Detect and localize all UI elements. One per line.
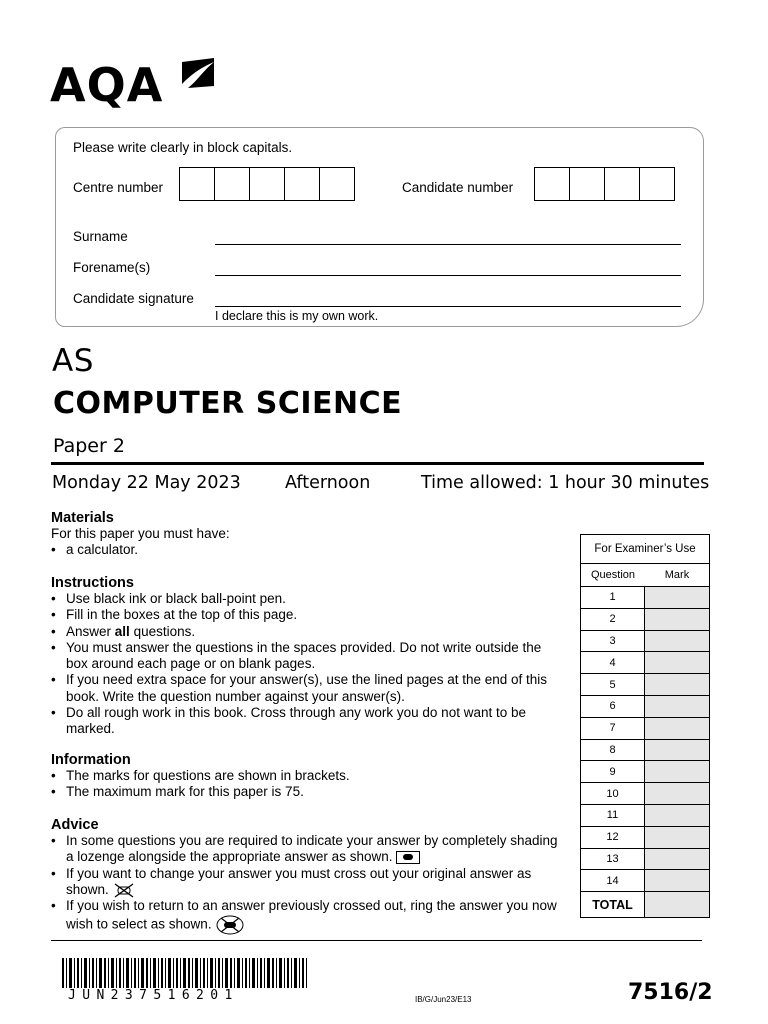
materials-intro: For this paper you must have: (51, 526, 230, 541)
aqa-logo-icon (180, 56, 216, 90)
instruction-emphasis: all (114, 623, 130, 639)
information-heading: Information (51, 752, 131, 768)
qualification-level: AS (52, 343, 94, 379)
mark-cell (645, 631, 709, 652)
question-column-header: Question (590, 569, 636, 581)
advice-item (51, 898, 563, 934)
materials-section (51, 510, 561, 559)
question-number: 4 (581, 652, 645, 673)
table-row (581, 609, 709, 631)
aqa-logo-text: AQA (50, 58, 164, 112)
total-label: TOTAL (581, 892, 645, 917)
mark-cell (645, 674, 709, 695)
instruction-item: • Do all rough work in this book. Cross through any work you do not want to be marked. (51, 705, 561, 738)
ringed-lozenge-icon (215, 915, 245, 935)
advice-section (51, 817, 563, 935)
centre-digit-box[interactable] (319, 167, 355, 201)
centre-number-boxes[interactable] (180, 167, 355, 201)
centre-digit-box[interactable] (249, 167, 285, 201)
declaration-text: I declare this is my own work. (215, 309, 379, 323)
mark-cell (645, 761, 709, 782)
paper-number: Paper 2 (53, 435, 125, 457)
examiners-column-headers (581, 564, 709, 587)
table-row (581, 718, 709, 740)
table-row (581, 696, 709, 718)
shaded-lozenge-icon (396, 851, 420, 864)
surname-line[interactable] (215, 244, 681, 245)
mark-cell (645, 740, 709, 761)
mark-cell (645, 870, 709, 891)
mark-cell (645, 652, 709, 673)
examiners-use-heading: For Examiner’s Use (581, 535, 709, 564)
advice-heading: Advice (51, 817, 99, 833)
barcode-number: JUN237516201 (68, 988, 239, 1003)
table-row (581, 805, 709, 827)
title-rule (51, 462, 704, 465)
mark-cell (645, 609, 709, 630)
footer-rule (51, 940, 702, 941)
information-section (51, 752, 561, 801)
forename-line[interactable] (215, 275, 681, 276)
total-mark-cell (645, 892, 709, 917)
table-row (581, 631, 709, 653)
candidate-number-label: Candidate number (402, 180, 514, 195)
exam-date: Monday 22 May 2023 (52, 473, 241, 493)
table-row (581, 674, 709, 696)
instruction-item (51, 624, 561, 640)
table-row (581, 761, 709, 783)
exam-session: Afternoon (285, 473, 371, 493)
centre-digit-box[interactable] (179, 167, 215, 201)
mark-cell (645, 783, 709, 804)
time-allowed: Time allowed: 1 hour 30 minutes (421, 473, 710, 493)
table-row (581, 652, 709, 674)
surname-label: Surname (73, 229, 128, 244)
table-row (581, 740, 709, 762)
candidate-digit-box[interactable] (604, 167, 640, 201)
examiners-use-table (580, 534, 710, 918)
mark-cell (645, 805, 709, 826)
question-number: 12 (581, 827, 645, 848)
subject-title: COMPUTER SCIENCE (53, 386, 403, 421)
candidate-digit-box[interactable] (569, 167, 605, 201)
question-number: 14 (581, 870, 645, 891)
mark-cell (645, 718, 709, 739)
table-row (581, 587, 709, 609)
instruction-item: • If you need extra space for your answer(s), use the lined pages at the end of this book. Write the question number against your answer(s). (51, 672, 561, 705)
block-capitals-instruction: Please write clearly in block capitals. (73, 140, 293, 155)
instruction-item: • You must answer the questions in the spaces provided. Do not write outside the box around each page or on blank pages. (51, 640, 561, 673)
question-number: 2 (581, 609, 645, 630)
candidate-digit-box[interactable] (534, 167, 570, 201)
paper-code: 7516/2 (628, 980, 713, 1005)
forename-label: Forename(s) (73, 260, 151, 275)
centre-number-label: Centre number (73, 180, 164, 195)
reference-code: IB/G/Jun23/E13 (415, 995, 472, 1004)
candidate-number-boxes[interactable] (535, 167, 675, 201)
information-item: • The marks for questions are shown in brackets. (51, 768, 561, 784)
instructions-heading: Instructions (51, 575, 134, 591)
centre-digit-box[interactable] (214, 167, 250, 201)
table-row (581, 870, 709, 892)
question-number: 1 (581, 587, 645, 608)
advice-item (51, 866, 563, 899)
question-number: 13 (581, 849, 645, 870)
mark-cell (645, 587, 709, 608)
crossed-lozenge-icon (113, 882, 135, 898)
question-number: 10 (581, 783, 645, 804)
centre-digit-box[interactable] (284, 167, 320, 201)
signature-label: Candidate signature (73, 291, 194, 306)
question-number: 3 (581, 631, 645, 652)
question-number: 9 (581, 761, 645, 782)
advice-text: If you want to change your answer you must cross out your original answer as shown. (66, 865, 532, 897)
total-row (581, 892, 709, 917)
question-number: 6 (581, 696, 645, 717)
question-number: 7 (581, 718, 645, 739)
question-number: 5 (581, 674, 645, 695)
mark-cell (645, 696, 709, 717)
materials-item: • a calculator. (51, 542, 561, 558)
table-row (581, 783, 709, 805)
signature-line[interactable] (215, 306, 681, 307)
information-item: • The maximum mark for this paper is 75. (51, 784, 561, 800)
mark-cell (645, 849, 709, 870)
mark-column-header: Mark (664, 569, 690, 581)
instruction-text: questions. (133, 623, 196, 639)
materials-heading: Materials (51, 510, 114, 526)
instruction-text: Answer (66, 623, 112, 639)
mark-cell (645, 827, 709, 848)
advice-text: In some questions you are required to indicate your answer by completely shading a lozenge alongside the appropriate answer as shown. (66, 833, 558, 865)
barcode-icon (62, 958, 307, 988)
instructions-section (51, 575, 561, 738)
candidate-digit-box[interactable] (639, 167, 675, 201)
advice-item (51, 833, 563, 866)
advice-text: If you wish to return to an answer previously crossed out, ring the answer you now wish to select as shown. (66, 898, 557, 932)
table-row (581, 849, 709, 871)
question-number: 8 (581, 740, 645, 761)
table-row (581, 827, 709, 849)
instruction-item: • Fill in the boxes at the top of this page. (51, 607, 561, 623)
instruction-item: • Use black ink or black ball-point pen. (51, 591, 561, 607)
question-number: 11 (581, 805, 645, 826)
